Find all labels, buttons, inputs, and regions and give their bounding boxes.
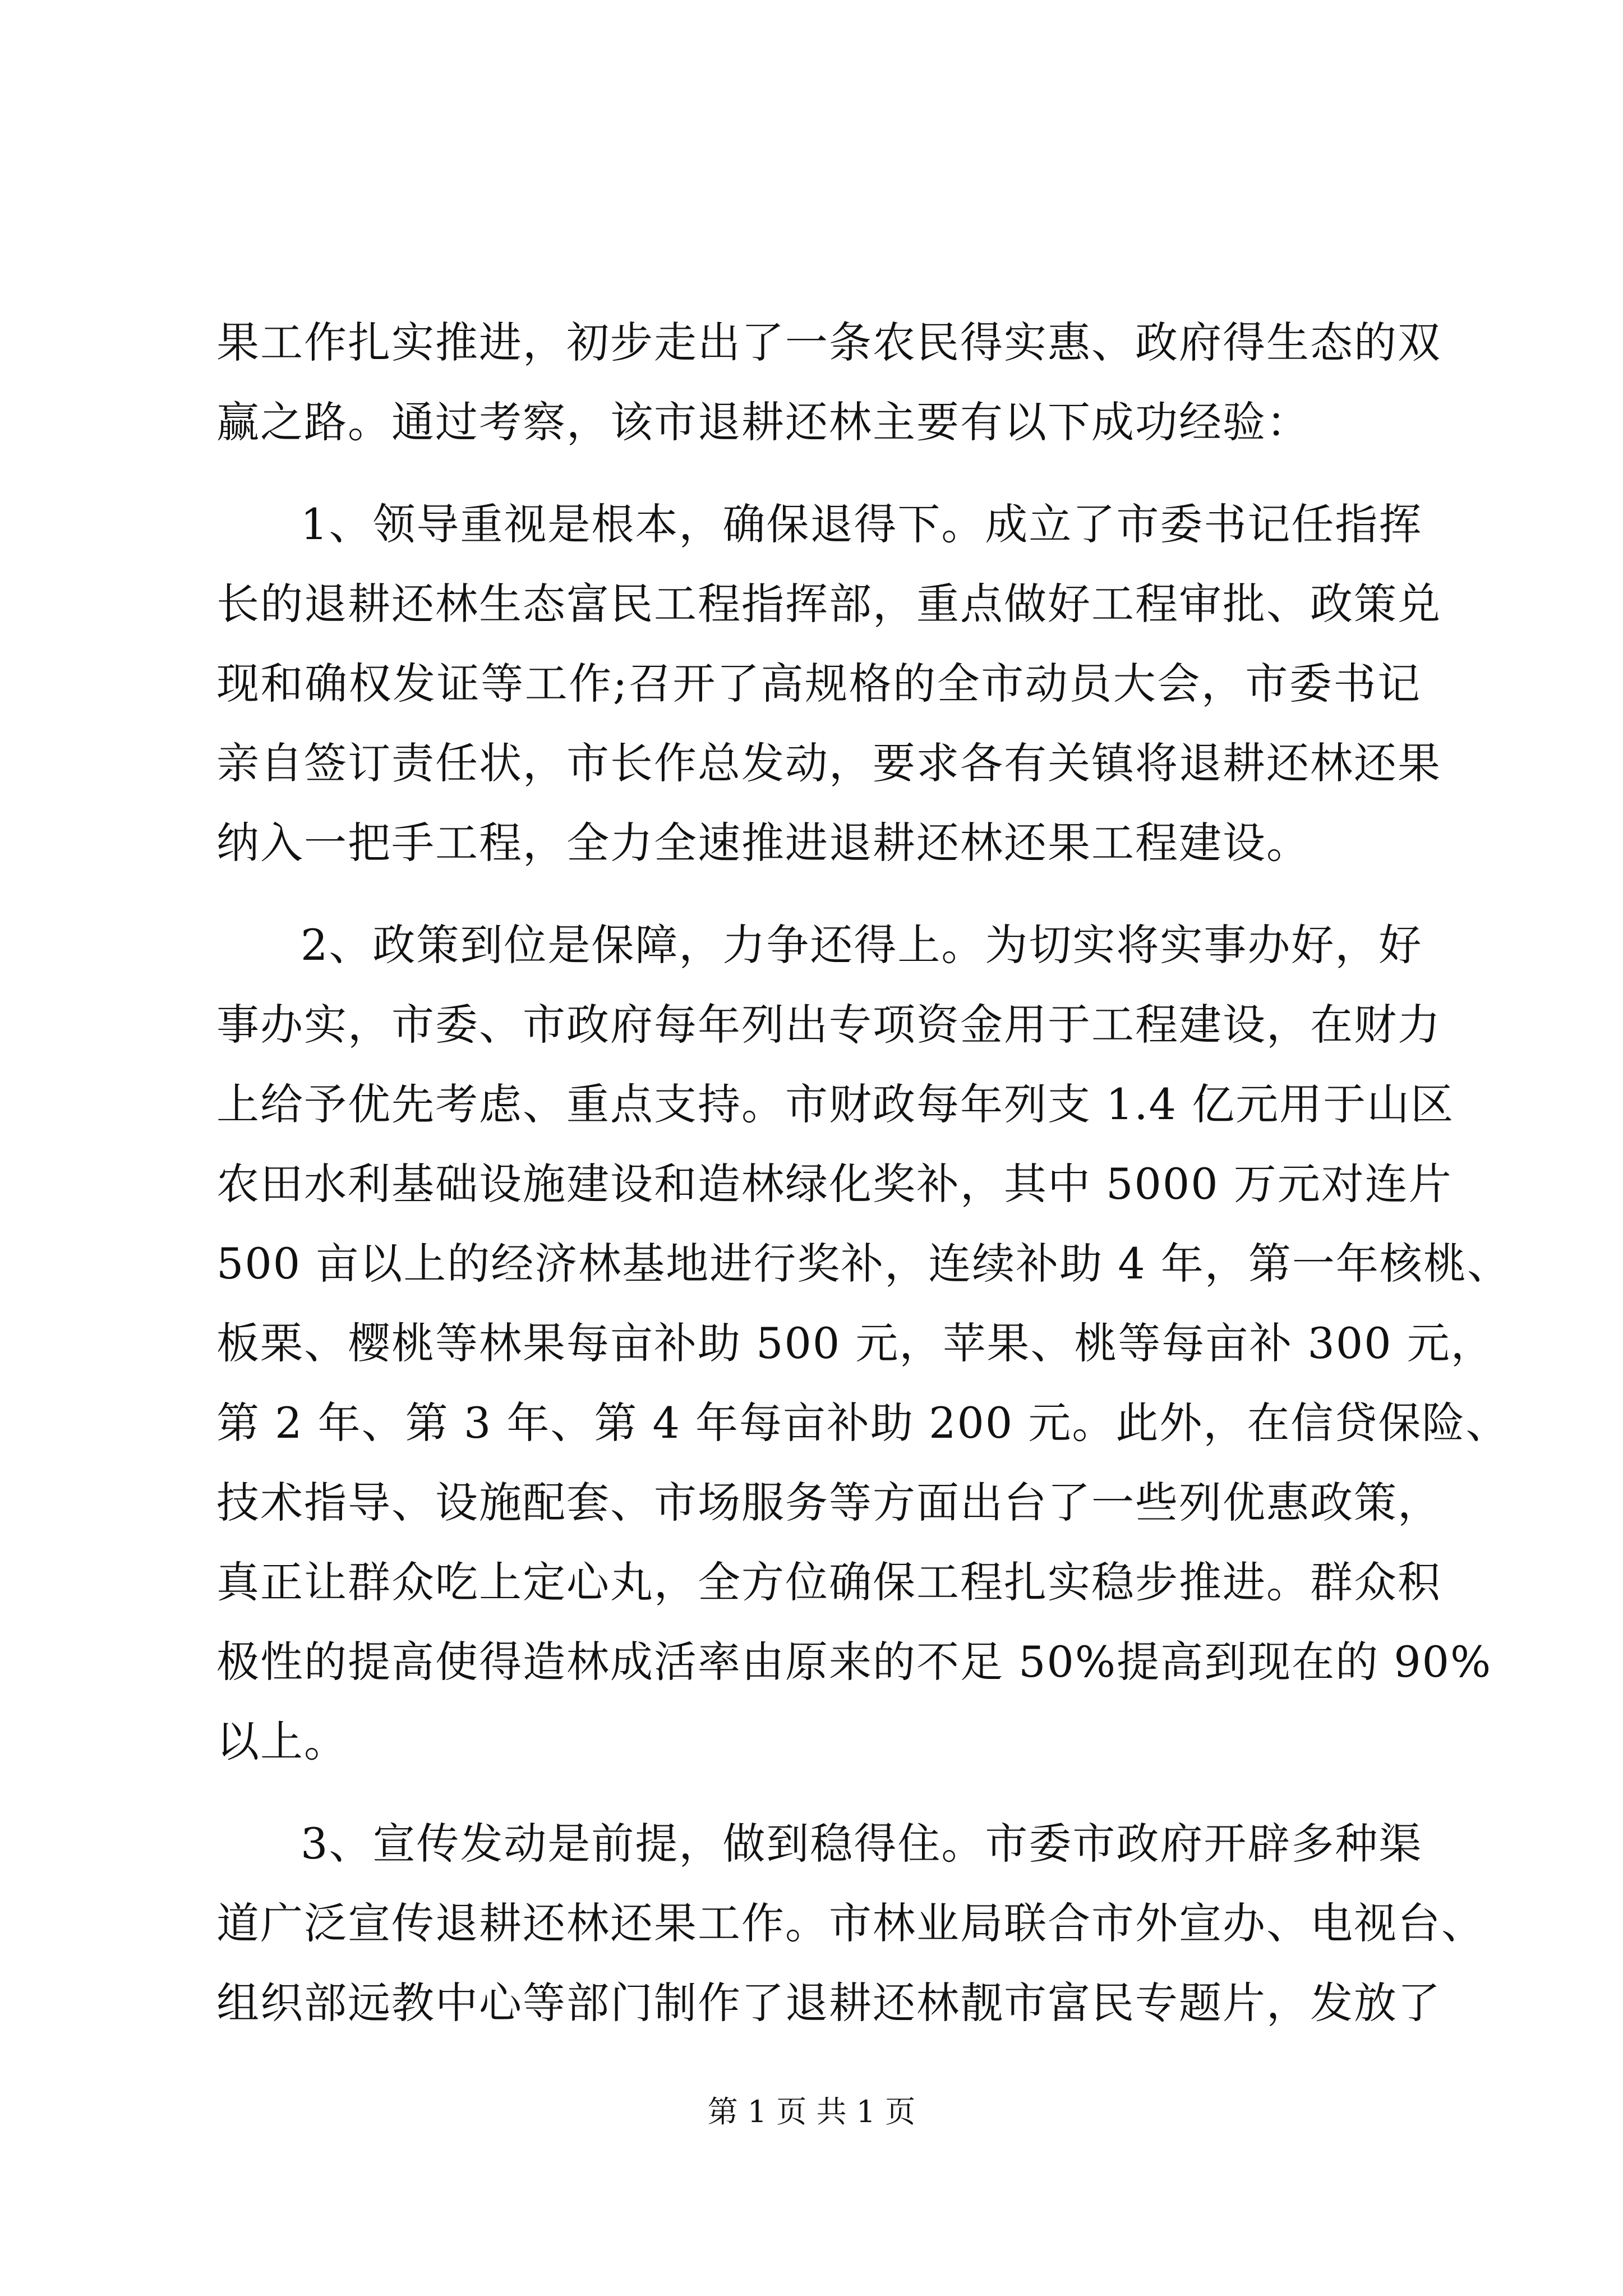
- text-line: 板栗、樱桃等林果每亩补助 500 元，苹果、桃等每亩补 300 元，: [216, 1318, 1495, 1368]
- text-line: 技术指导、设施配套、市场服务等方面出台了一些列优惠政策，: [216, 1478, 1441, 1527]
- text-line: 第 2 年、第 3 年、第 4 年每亩补助 200 元。此外，在信贷保险、: [216, 1398, 1510, 1448]
- text-line: 现和确权发证等工作;召开了高规格的全市动员大会，市委书记: [216, 659, 1421, 708]
- text-line: 纳入一把手工程，全力全速推进退耕还林还果工程建设。: [216, 818, 1310, 868]
- text-line: 赢之路。通过考察，该市退耕还林主要有以下成功经验：: [216, 397, 1310, 447]
- text-line: 上给予优先考虑、重点支持。市财政每年列支 1.4 亿元用于山区: [216, 1079, 1455, 1129]
- page-number-label: 第 1 页 共 1 页: [707, 2094, 916, 2129]
- text-line: 事办实，市委、市政府每年列出专项资金用于工程建设，在财力: [216, 1000, 1441, 1050]
- text-line: 长的退耕还林生态富民工程指挥部，重点做好工程审批、政策兑: [216, 579, 1441, 629]
- text-line: 以上。: [216, 1717, 348, 1766]
- text-line: 3、宣传发动是前提，做到稳得住。市委市政府开辟多种渠: [301, 1819, 1423, 1869]
- text-line: 亲自签订责任状，市长作总发动，要求各有关镇将退耕还林还果: [216, 738, 1441, 788]
- text-line: 极性的提高使得造林成活率由原来的不足 50%提高到现在的 90%: [216, 1637, 1492, 1687]
- text-line: 500 亩以上的经济林基地进行奖补，连续补助 4 年，第一年核桃、: [216, 1239, 1511, 1289]
- text-line: 组织部远教中心等部门制作了退耕还林靓市富民专题片，发放了: [216, 1978, 1441, 2028]
- text-line: 农田水利基础设施建设和造林绿化奖补，其中 5000 万元对连片: [216, 1159, 1453, 1209]
- text-line: 道广泛宣传退耕还林还果工作。市林业局联合市外宣办、电视台、: [216, 1898, 1485, 1948]
- text-line: 果工作扎实推进，初步走出了一条农民得实惠、政府得生态的双: [216, 318, 1441, 367]
- text-line: 2、政策到位是保障，力争还得上。为切实将实事办好，好: [301, 920, 1423, 970]
- text-line: 1、领导重视是根本，确保退得下。成立了市委书记任指挥: [301, 499, 1423, 549]
- page-footer: [0, 2092, 1623, 2132]
- text-line: 真正让群众吃上定心丸，全方位确保工程扎实稳步推进。群众积: [216, 1557, 1441, 1607]
- document-body: [216, 303, 1511, 2043]
